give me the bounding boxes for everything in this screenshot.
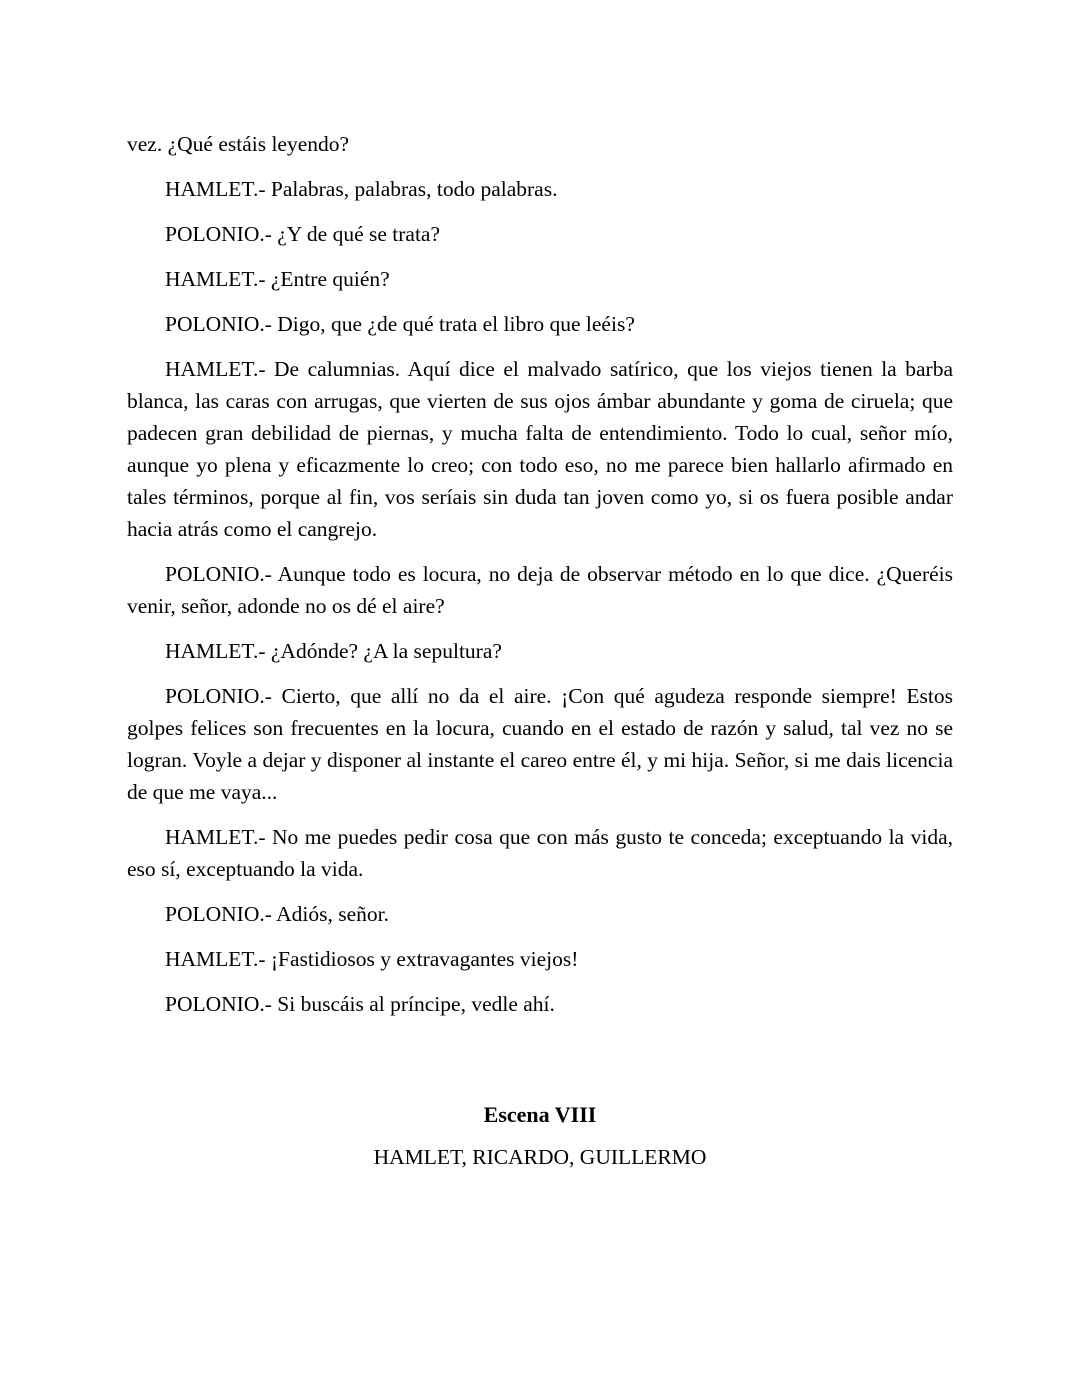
dialogue-paragraph: HAMLET.- ¿Adónde? ¿A la sepultura? — [165, 639, 502, 663]
dialogue-paragraph: POLONIO.- Cierto, que allí no da el aire. ¡Con qué agudeza responde siempre! Estos golpes felices son frecuentes en la locura, cuando en el estado de razón y salud, tal vez no se logran. Voyle a dejar y disponer al instante el careo entre él, y mi hija. Señor, si me dais licencia de que me vaya... — [127, 684, 953, 804]
dialogue-paragraph: HAMLET.- ¡Fastidiosos y extravagantes viejos! — [165, 947, 579, 971]
page-content — [127, 0, 953, 1173]
dialogue-paragraph: POLONIO.- Si buscáis al príncipe, vedle ahí. — [165, 992, 555, 1016]
dialogue-paragraph: POLONIO.- Aunque todo es locura, no deja de observar método en lo que dice. ¿Queréis venir, señor, adonde no os dé el aire? — [127, 562, 953, 618]
dialogue-paragraph: HAMLET.- De calumnias. Aquí dice el malvado satírico, que los viejos tienen la barba blanca, las caras con arrugas, que vierten de sus ojos ámbar abundante y goma de ciruela; que padecen gran debilidad de piernas, y mucha falta de entendimiento. Todo lo cual, señor mío, aunque yo plena y eficazmente lo creo; con todo eso, no me parece bien hallarlo afirmado en tales términos, porque al fin, vos seríais sin duda tan joven como yo, si os fuera posible andar hacia atrás como el cangrejo. — [127, 357, 953, 541]
scene-cast-line: HAMLET, RICARDO, GUILLERMO — [373, 1145, 707, 1169]
dialogue-paragraph: HAMLET.- Palabras, palabras, todo palabras. — [165, 177, 558, 201]
dialogue-paragraph: POLONIO.- Adiós, señor. — [165, 902, 389, 926]
dialogue-paragraph: POLONIO.- ¿Y de qué se trata? — [165, 222, 441, 246]
scene-heading: Escena VIII — [483, 1102, 597, 1127]
dialogue-paragraph: HAMLET.- No me puedes pedir cosa que con más gusto te conceda; exceptuando la vida, eso sí, exceptuando la vida. — [127, 825, 953, 881]
dialogue-paragraph: HAMLET.- ¿Entre quién? — [165, 267, 390, 291]
dialogue-paragraph: vez. ¿Qué estáis leyendo? — [127, 132, 350, 156]
dialogue-block — [127, 128, 953, 1020]
dialogue-paragraph: POLONIO.- Digo, que ¿de qué trata el libro que leéis? — [165, 312, 635, 336]
